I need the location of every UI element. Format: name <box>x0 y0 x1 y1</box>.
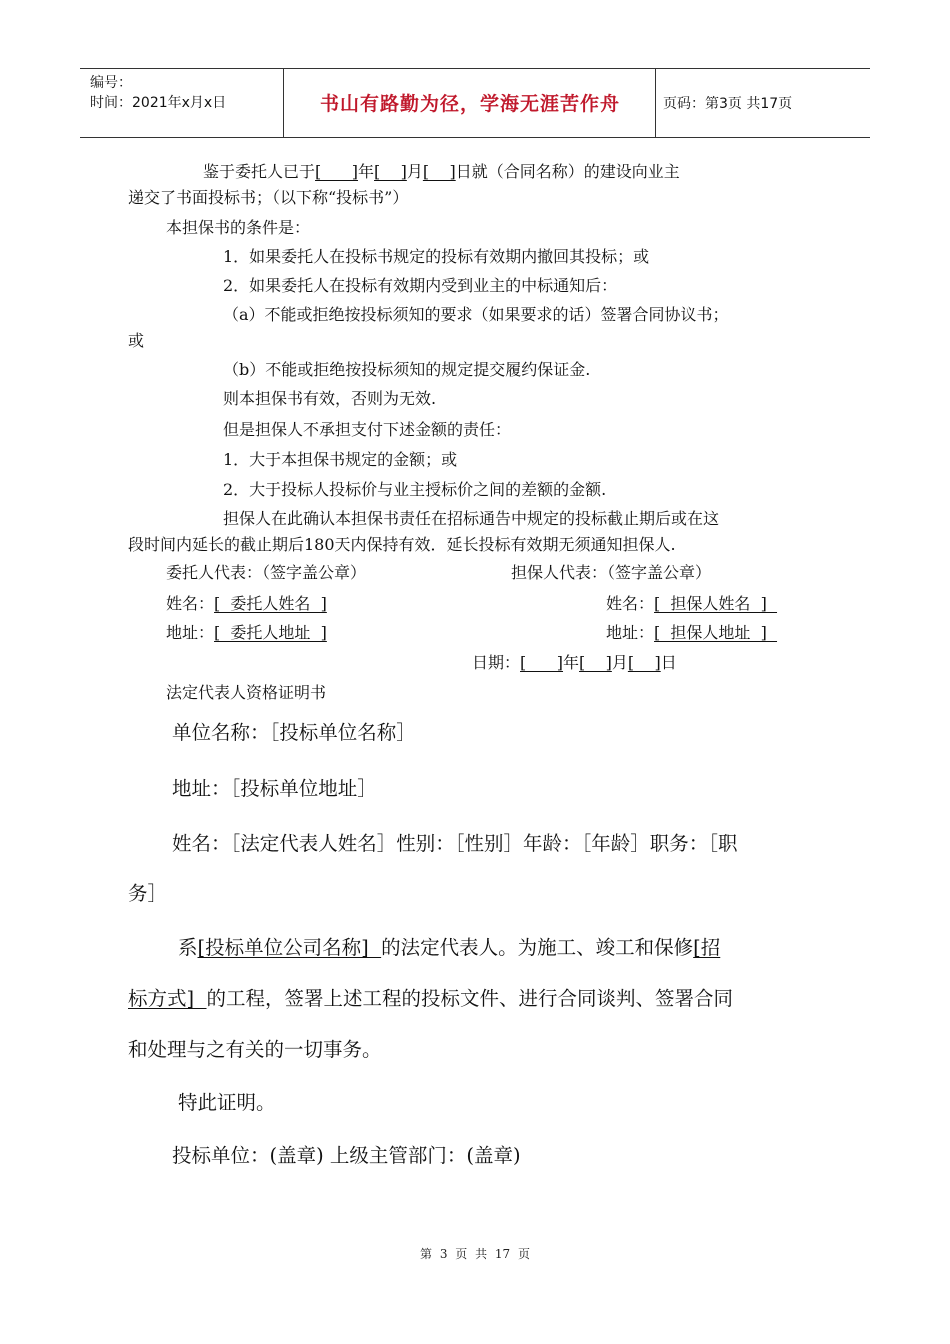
condition-1: 1．如果委托人在投标书规定的投标有效期内撤回其投标；或 <box>223 247 650 266</box>
page-header <box>80 68 870 138</box>
text: 的法定代表人。为施工、竣工和保修 <box>381 936 694 959</box>
name-label: 姓名： <box>606 594 655 613</box>
guarantor-name-field: [ 担保人姓名 ] <box>654 594 778 613</box>
certificate-body-line3: 和处理与之有关的一切事务。 <box>128 1038 382 1061</box>
guarantee-para1-line1 <box>203 162 680 182</box>
condition-2b: （b）不能或拒绝按投标须知的规定提交履约保证金. <box>223 360 591 379</box>
header-motto: 书山有路勤为径，学海无涯苦作舟 <box>319 93 620 115</box>
date-day-field: [ ] <box>627 653 661 672</box>
address-label: 地址： <box>166 623 215 642</box>
text: 鉴于委托人已于 <box>203 162 316 181</box>
tender-method-field: [招 <box>693 936 721 959</box>
text: 月 <box>611 653 628 672</box>
certificate-body-line2 <box>128 986 733 1012</box>
exclusion-2: 2．大于投标人投标价与业主授标价之间的差额的金额. <box>223 480 607 499</box>
certificate-unit-name: 单位名称：［投标单位名称］ <box>172 721 416 744</box>
blank-month: [ ] <box>374 162 407 181</box>
principal-address-field: [ 委托人地址 ] <box>214 623 327 642</box>
confirm-line1: 担保人在此确认本担保书责任在招标通告中规定的投标截止期后或在这 <box>223 509 720 528</box>
address-label: 地址： <box>606 623 655 642</box>
tender-method-field: 标方式] <box>128 987 207 1010</box>
date-row <box>472 653 677 673</box>
text: 年 <box>563 653 580 672</box>
guarantor-address-field: [ 担保人地址 ] <box>654 623 778 642</box>
text: 年 <box>358 162 375 181</box>
principal-name-field: [ 委托人姓名 ] <box>214 594 327 613</box>
header-page-label: 页码：第3页 共17页 <box>663 96 793 112</box>
principal-name-row <box>166 594 327 614</box>
page-footer: 第 3 页 共 17 页 <box>420 1247 530 1261</box>
text: 系 <box>178 936 198 959</box>
condition-2a-cont: 或 <box>128 331 145 350</box>
text: 日就（合同名称）的建设向业主 <box>455 162 680 181</box>
certificate-seals: 投标单位：(盖章) 上级主管部门：(盖章) <box>172 1144 521 1167</box>
certificate-person-line1: 姓名：［法定代表人姓名］性别：［性别］年龄：［年龄］职务：［职 <box>172 832 738 855</box>
confirm-line2: 段时间内延长的截止期后180天内保持有效．延长投标有效期无须通知担保人. <box>128 535 676 554</box>
condition-2a: （a）不能或拒绝按投标须知的要求（如果要求的话）签署合同协议书； <box>223 305 729 324</box>
guarantee-para1-line2: 递交了书面投标书；（以下称“投标书”） <box>128 188 409 207</box>
certificate-body-line1 <box>178 935 720 961</box>
conditions-title: 本担保书的条件是： <box>166 218 311 237</box>
text: 的工程，签署上述工程的投标文件、进行合同谈判、签署合同 <box>206 987 734 1010</box>
certificate-hereby: 特此证明。 <box>178 1091 276 1114</box>
exclusion-1: 1．大于本担保书规定的金额；或 <box>223 450 458 469</box>
guarantor-address-row <box>606 623 777 643</box>
text: 月 <box>406 162 423 181</box>
header-divider <box>655 69 656 137</box>
blank-day: [ ] <box>422 162 456 181</box>
number-label: 编号： <box>90 75 132 91</box>
guarantor-rep-label: 担保人代表：（签字盖公章） <box>511 563 712 582</box>
certificate-address: 地址：［投标单位地址］ <box>172 777 377 800</box>
date-month-field: [ ] <box>579 653 612 672</box>
name-label: 姓名： <box>166 594 215 613</box>
time-label: 时间：2021年x月x日 <box>90 95 227 111</box>
date-label: 日期： <box>472 653 521 672</box>
condition-2: 2．如果委托人在投标有效期内受到业主的中标通知后： <box>223 276 618 295</box>
header-divider <box>283 69 284 137</box>
certificate-title: 法定代表人资格证明书 <box>166 683 327 702</box>
validity-clause: 则本担保书有效，否则为无效. <box>223 389 437 408</box>
blank-year: [ ] <box>315 162 359 181</box>
exclusion-title: 但是担保人不承担支付下述金额的责任： <box>223 420 512 439</box>
company-name-field: [投标单位公司名称] <box>197 936 382 959</box>
principal-rep-label: 委托人代表：（签字盖公章） <box>166 563 367 582</box>
guarantor-name-row <box>606 594 777 614</box>
header-meta <box>90 73 226 113</box>
certificate-person-line2: 务］ <box>128 882 168 905</box>
principal-address-row <box>166 623 327 643</box>
date-year-field: [ ] <box>520 653 564 672</box>
text: 日 <box>660 653 677 672</box>
